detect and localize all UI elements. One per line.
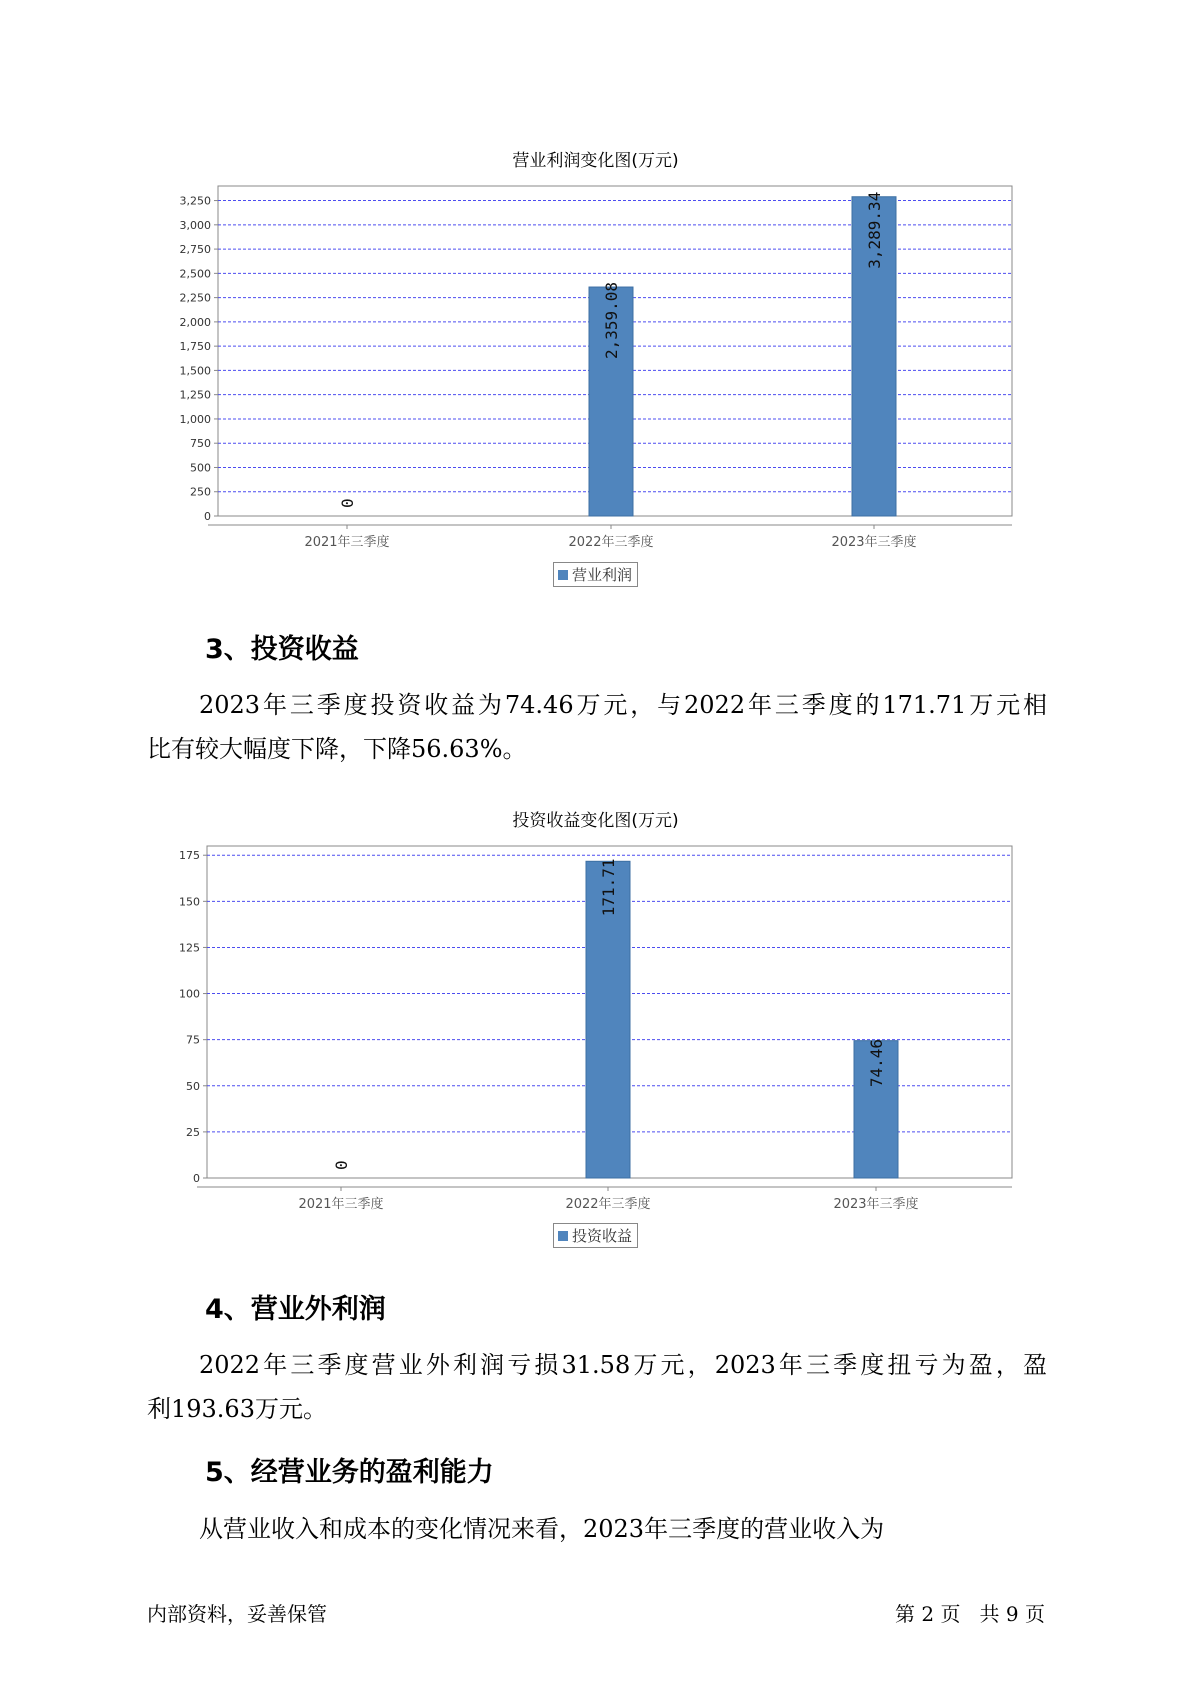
x-tick-label: 2021年三季度 bbox=[304, 535, 390, 550]
legend-swatch bbox=[558, 1231, 568, 1241]
y-tick-label: 175 bbox=[179, 849, 200, 863]
y-tick-label: 1,500 bbox=[179, 364, 211, 378]
bar-value-label: 2,359.08 bbox=[602, 281, 621, 360]
y-tick-label: 0 bbox=[204, 510, 211, 523]
y-tick-label: 2,000 bbox=[179, 315, 211, 329]
y-tick-label: 0 bbox=[193, 1172, 200, 1185]
y-tick-label: 1,750 bbox=[179, 340, 211, 354]
y-tick-label: 3,250 bbox=[179, 194, 211, 208]
x-tick-label: 2023年三季度 bbox=[831, 535, 917, 550]
paragraph-line: 比有较大幅度下降，下降56.63%。 bbox=[147, 735, 527, 763]
chart-legend bbox=[553, 1223, 638, 1248]
footer-left: 内部资料，妥善保管 bbox=[147, 1602, 327, 1626]
bar-value-label: 0 bbox=[338, 498, 357, 508]
chart-title: 投资收益变化图(万元) bbox=[512, 811, 679, 831]
y-tick-label: 50 bbox=[186, 1079, 200, 1093]
paragraph-line: 从营业收入和成本的变化情况来看，2023年三季度的营业收入为 bbox=[199, 1515, 885, 1543]
paragraph-line: 利193.63万元。 bbox=[147, 1395, 327, 1423]
y-tick-label: 2,500 bbox=[179, 267, 211, 281]
section-heading: 5、经营业务的盈利能力 bbox=[205, 1457, 494, 1488]
bar-value-label: 0 bbox=[332, 1160, 351, 1170]
y-tick-label: 25 bbox=[186, 1125, 200, 1139]
y-tick-label: 75 bbox=[186, 1033, 200, 1047]
y-tick-label: 500 bbox=[190, 461, 211, 475]
section-heading: 3、投资收益 bbox=[205, 634, 359, 665]
x-tick-label: 2023年三季度 bbox=[833, 1197, 919, 1212]
y-tick-label: 2,750 bbox=[179, 243, 211, 257]
paragraph-line: 2023年三季度投资收益为74.46万元，与2022年三季度的171.71万元相 bbox=[199, 691, 1047, 719]
chart-title: 营业利润变化图(万元) bbox=[512, 151, 679, 171]
legend-label: 营业利润 bbox=[572, 566, 633, 584]
y-tick-label: 150 bbox=[179, 895, 200, 909]
x-tick-label: 2022年三季度 bbox=[568, 535, 654, 550]
bar-value-label: 3,289.34 bbox=[865, 191, 884, 269]
x-tick-label: 2021年三季度 bbox=[298, 1197, 384, 1212]
y-tick-label: 3,000 bbox=[179, 218, 211, 232]
y-tick-label: 750 bbox=[190, 437, 211, 451]
y-tick-label: 1,250 bbox=[179, 388, 211, 402]
section-paragraph bbox=[147, 1343, 1047, 1431]
legend-label: 投资收益 bbox=[572, 1227, 633, 1245]
x-tick-label: 2022年三季度 bbox=[565, 1197, 651, 1212]
y-tick-label: 250 bbox=[190, 485, 211, 499]
y-tick-label: 125 bbox=[179, 941, 200, 955]
y-tick-label: 100 bbox=[179, 987, 200, 1001]
section-heading: 4、营业外利润 bbox=[205, 1294, 386, 1325]
bar-value-label: 74.46 bbox=[867, 1038, 886, 1088]
bar-value-label: 171.71 bbox=[599, 858, 618, 917]
y-tick-label: 1,000 bbox=[179, 412, 211, 426]
footer-page-number: 第 2 页 共 9 页 bbox=[895, 1602, 1045, 1626]
y-tick-label: 2,250 bbox=[179, 291, 211, 305]
section-paragraph bbox=[147, 1507, 1047, 1551]
paragraph-line: 2022年三季度营业外利润亏损31.58万元，2023年三季度扭亏为盈，盈 bbox=[199, 1351, 1047, 1379]
